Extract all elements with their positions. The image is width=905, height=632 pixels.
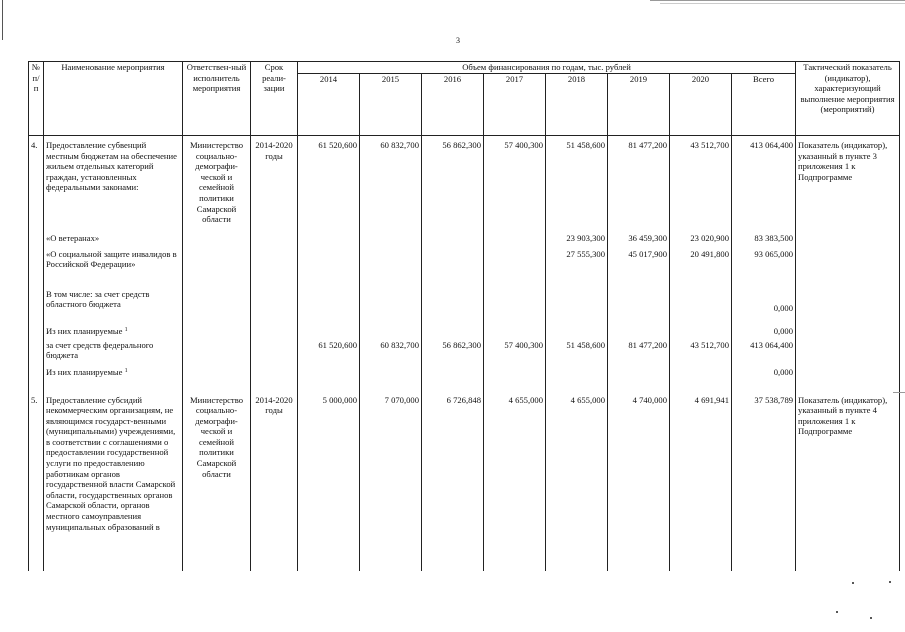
table-row — [29, 289, 900, 326]
value-2020: 43 512,700 — [670, 340, 732, 367]
footnote-mark: 1 — [124, 326, 128, 333]
scan-speck — [852, 582, 854, 584]
value-2015: 7 070,000 — [360, 391, 422, 571]
funding-table — [28, 61, 900, 571]
value-total: 37 538,789 — [732, 391, 796, 571]
value-2015 — [360, 289, 422, 326]
value-2016: 56 862,300 — [422, 340, 484, 367]
total-header: Всего — [732, 74, 796, 136]
value-2017 — [484, 289, 546, 326]
indicator: Показатель (индикатор), указанный в пункте 4 приложения 1 к Подпрограмме — [796, 391, 900, 571]
measure-name: «О ветеранах» — [44, 233, 183, 249]
table-row — [29, 326, 900, 340]
measure-name: «О социальной защите инвалидов в Российской Федерации» — [44, 249, 183, 289]
page-marker: 3 — [456, 36, 460, 45]
value-total: 83 383,500 — [732, 233, 796, 249]
value-2016 — [422, 326, 484, 340]
value-2019 — [608, 289, 670, 326]
responsible-executor: Министерство социально-демографи-ческой и семейной политики Самарской области — [183, 391, 251, 571]
year-header: 2017 — [484, 74, 546, 136]
value-2017 — [484, 233, 546, 249]
table-row — [29, 367, 900, 391]
measure-name: Из них планируемые $^1$ — [44, 367, 183, 391]
value-2015: 60 832,700 — [360, 340, 422, 367]
value-2018 — [546, 367, 608, 391]
scan-speck — [836, 611, 838, 613]
scan-speck — [870, 617, 872, 619]
value-2014 — [298, 326, 360, 340]
value-2020 — [670, 367, 732, 391]
value-2018: 4 655,000 — [546, 391, 608, 571]
table-row — [29, 136, 900, 233]
value-total: 0,000 — [732, 367, 796, 391]
value-2016 — [422, 249, 484, 289]
value-2018 — [546, 326, 608, 340]
value-2014 — [298, 289, 360, 326]
year-header: 2014 — [298, 74, 360, 136]
table-row — [29, 340, 900, 367]
measure-name: В том числе: за счет средств областного бюджета — [44, 289, 183, 326]
value-2017: 57 400,300 — [484, 136, 546, 233]
indicator: Показатель (индикатор), указанный в пункте 3 приложения 1 к Подпрограмме — [796, 136, 900, 233]
value-2015 — [360, 367, 422, 391]
value-2014: 5 000,000 — [298, 391, 360, 571]
measure-name: Предоставление субвенций местным бюджетам на обеспечение жильем отдельных категорий граждан, установленных федеральными законами: — [44, 136, 183, 233]
measure-name: за счет средств федерального бюджета — [44, 340, 183, 367]
value-2018: 27 555,300 — [546, 249, 608, 289]
value-2020 — [670, 326, 732, 340]
value-2018: 51 458,600 — [546, 136, 608, 233]
value-2015: 60 832,700 — [360, 136, 422, 233]
implementation-term: 2014-2020 годы — [251, 391, 298, 571]
measure-name: Из них планируемые $^1$ — [44, 326, 183, 340]
value-2017 — [484, 367, 546, 391]
value-2020: 43 512,700 — [670, 136, 732, 233]
year-header: 2016 — [422, 74, 484, 136]
value-total: 413 064,400 — [732, 136, 796, 233]
value-2017: 4 655,000 — [484, 391, 546, 571]
scan-speck — [889, 581, 891, 583]
value-2016 — [422, 367, 484, 391]
measure-name: Предоставление субсидий некоммерческим организациям, не являющимся государст-венными (муниципальными) учреждениями, в соответствии с соглашениями о предоставлении государственной услуги по предоставлению работникам органов государственной власти Самарской области, государственных органов Самарской области, органов местного самоуправления муниципальных образований в — [44, 391, 183, 571]
value-2017 — [484, 326, 546, 340]
year-header: 2018 — [546, 74, 608, 136]
table-row — [29, 233, 900, 249]
value-2019: 45 017,900 — [608, 249, 670, 289]
year-header: 2019 — [608, 74, 670, 136]
value-2015 — [360, 249, 422, 289]
value-2020: 4 691,941 — [670, 391, 732, 571]
col-indicator-header: Тактический показатель (индикатор), характеризующий выполнение мероприятия (мероприятий) — [796, 62, 900, 136]
year-header: 2020 — [670, 74, 732, 136]
value-2020 — [670, 289, 732, 326]
value-2020: 20 491,800 — [670, 249, 732, 289]
scan-edge-line — [2, 0, 3, 40]
value-2017: 57 400,300 — [484, 340, 546, 367]
row-number: 5. — [29, 391, 44, 571]
responsible-executor: Министерство социально-демографи-ческой и семейной политики Самарской области — [183, 136, 251, 233]
value-2014 — [298, 367, 360, 391]
value-2020: 23 020,900 — [670, 233, 732, 249]
value-2016: 56 862,300 — [422, 136, 484, 233]
col-term-header: Срок реали-зации — [251, 62, 298, 136]
value-2018: 51 458,600 — [546, 340, 608, 367]
value-2014: 61 520,600 — [298, 136, 360, 233]
table-row — [29, 249, 900, 289]
value-total: 0,000 — [732, 326, 796, 340]
value-total: 93 065,000 — [732, 249, 796, 289]
col-num-header: № п/п — [29, 62, 44, 136]
footnote-mark: 1 — [124, 367, 128, 374]
col-name-header: Наименование мероприятия — [44, 62, 183, 136]
implementation-term: 2014-2020 годы — [251, 136, 298, 233]
table-row — [29, 391, 900, 571]
value-total: 413 064,400 — [732, 340, 796, 367]
value-2019: 36 459,300 — [608, 233, 670, 249]
col-funding-header: Объем финансирования по годам, тыс. рублей — [298, 62, 796, 74]
value-2018 — [546, 289, 608, 326]
value-2016: 6 726,848 — [422, 391, 484, 571]
scan-edge-line — [893, 392, 905, 393]
value-2014: 61 520,600 — [298, 340, 360, 367]
value-2014 — [298, 249, 360, 289]
value-2017 — [484, 249, 546, 289]
value-2019: 81 477,200 — [608, 340, 670, 367]
value-2015 — [360, 233, 422, 249]
value-total: 0,000 — [732, 289, 796, 326]
value-2018: 23 903,300 — [546, 233, 608, 249]
scan-edge-line — [650, 0, 905, 1]
value-2019: 81 477,200 — [608, 136, 670, 233]
value-2014 — [298, 233, 360, 249]
value-2015 — [360, 326, 422, 340]
scan-edge-line — [660, 3, 905, 4]
year-header: 2015 — [360, 74, 422, 136]
col-responsible-header: Ответствен-ный исполнитель мероприятия — [183, 62, 251, 136]
row-number: 4. — [29, 136, 44, 233]
value-2019 — [608, 367, 670, 391]
value-2016 — [422, 289, 484, 326]
value-2019: 4 740,000 — [608, 391, 670, 571]
value-2016 — [422, 233, 484, 249]
value-2019 — [608, 326, 670, 340]
